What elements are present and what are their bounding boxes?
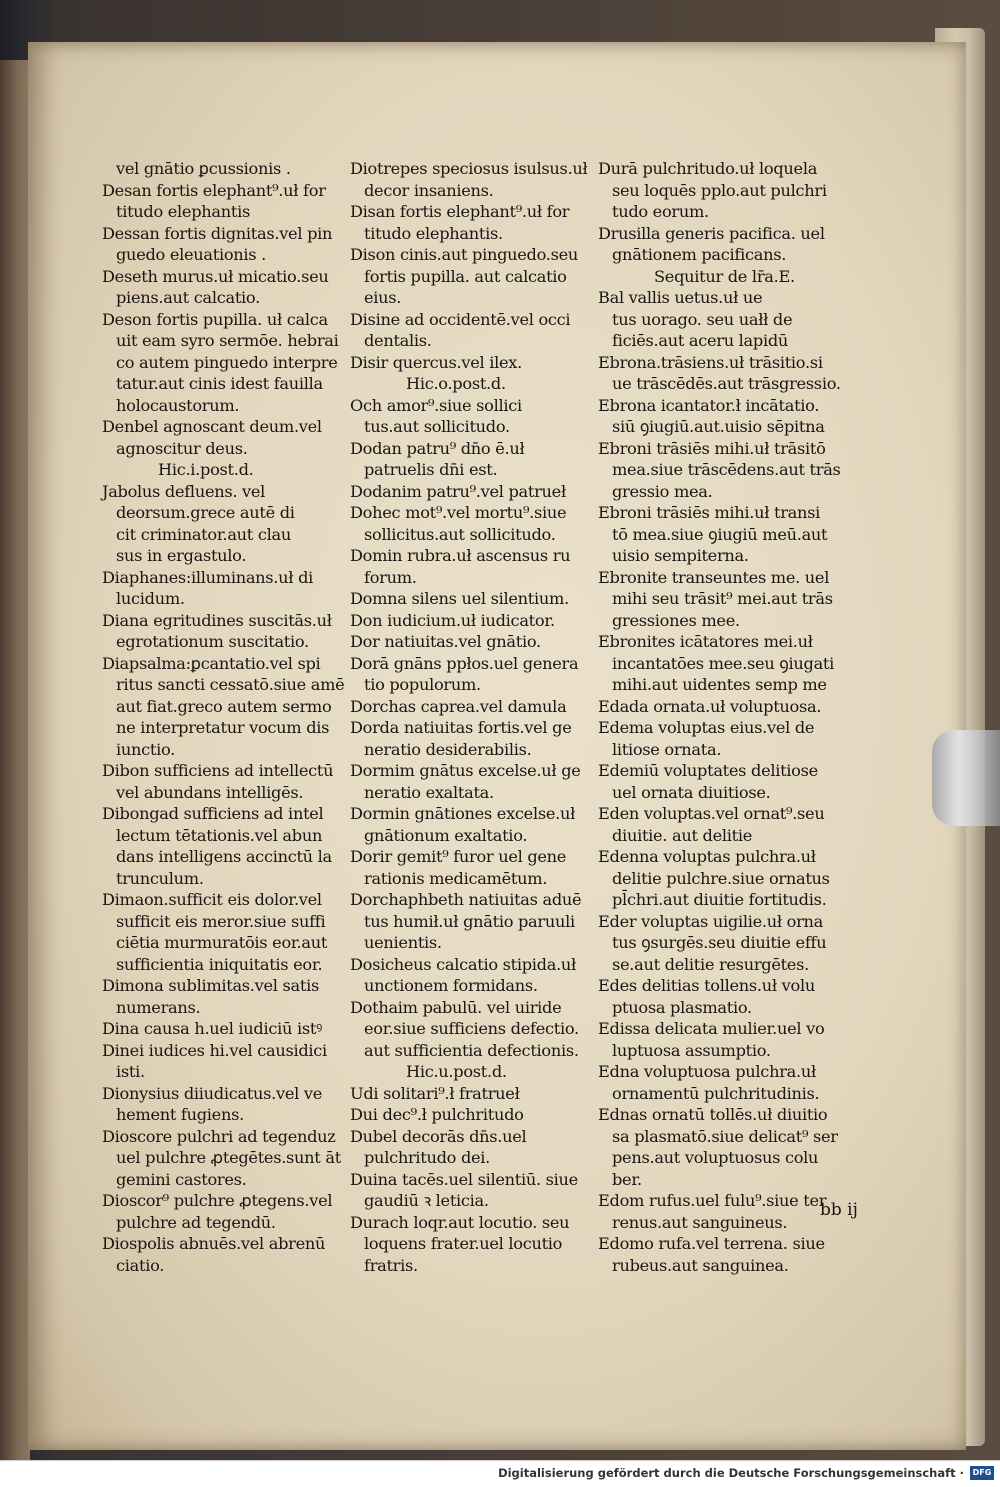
text-line: Edema voluptas eius.vel de <box>598 718 815 737</box>
text-line: sa plasmatō.siue delicat⁹ ser <box>612 1126 838 1146</box>
text-line: pulchre ad tegendū. <box>116 1212 276 1232</box>
text-line: numerans. <box>116 997 201 1017</box>
text-line: fortis pupilla. aut calcatio <box>364 266 567 286</box>
footer-bar <box>0 1460 1000 1487</box>
text-line: Dodan patru⁹ dn̄o ē.uł <box>350 438 525 458</box>
text-line: Duina tacēs.uel silentiū. siue <box>350 1169 578 1189</box>
text-column-2 <box>350 158 602 1276</box>
text-line: uel ornata diuitiose. <box>612 782 771 802</box>
text-line: tō mea.siue ꝯiugiū meū.aut <box>612 524 828 544</box>
text-line: gressio mea. <box>612 481 713 501</box>
text-line: ritus sancti cessatō.siue amē <box>116 675 345 694</box>
text-line: Disine ad occidentē.vel occi <box>350 309 571 329</box>
text-line: mihi seu trāsit⁹ mei.aut trās <box>612 589 833 608</box>
text-line: tus uorago. seu uałł de <box>612 309 793 329</box>
text-line: Ebronites icātatores mei.uł <box>598 632 813 651</box>
text-line: se.aut delitie resurgētes. <box>612 954 809 974</box>
text-line: luptuosa assumptio. <box>612 1040 771 1060</box>
text-line: sollicitus.aut sollicitudo. <box>364 524 556 544</box>
text-line: egrotationum suscitatio. <box>116 632 309 651</box>
text-line: Durach loqr.aut locutio. seu <box>350 1212 570 1232</box>
text-line: trunculum. <box>116 868 204 888</box>
text-line: Dison cinis.aut pinguedo.seu <box>350 245 579 264</box>
text-line: pens.aut voluptuosus colu <box>612 1148 819 1167</box>
text-line: vel abundans intelligēs. <box>116 782 304 802</box>
text-line: Dorir gemit⁹ furor uel gene <box>350 847 567 866</box>
text-line: Dubel decorās dn̄s.uel <box>350 1126 527 1146</box>
text-line: gnātionem pacificans. <box>612 245 787 264</box>
text-line: uisio sempiterna. <box>612 546 749 565</box>
text-line: tus.aut sollicitudo. <box>364 417 510 436</box>
text-line: decor insaniens. <box>364 180 494 200</box>
text-line: guedo eleuationis . <box>116 245 266 264</box>
text-line: Drusilla generis pacifica. uel <box>598 223 825 243</box>
text-line: Dinei iudices hi.vel causidici <box>102 1040 327 1060</box>
text-line: Ebroni trāsiēs mihi.uł transi <box>598 503 821 522</box>
text-line: fratris. <box>364 1255 418 1275</box>
text-line: tatur.aut cinis idest fauilla <box>116 374 323 393</box>
text-line: Dessan fortis dignitas.vel pin <box>102 223 333 243</box>
text-line: ne interpretatur vocum dis <box>116 718 330 737</box>
page-clip <box>932 730 1000 826</box>
text-line: gnātionum exaltatio. <box>364 825 528 845</box>
text-line: mihi.aut uidentes semp me <box>612 675 827 694</box>
text-line: ciatio. <box>116 1255 165 1275</box>
text-line: Eder voluptas uigilie.uł orna <box>598 911 824 931</box>
text-line: Edom rufus.uel fulu⁹.siue ter <box>598 1191 827 1210</box>
text-line: ficiēs.aut aceru lapidū <box>612 331 789 350</box>
text-line: sufficientia iniquitatis eor. <box>116 954 323 974</box>
text-line: eius. <box>364 288 402 307</box>
dfg-logo-icon[interactable]: DFG <box>970 1466 994 1480</box>
text-line: litiose ornata. <box>612 739 722 759</box>
text-line: sus in ergastulo. <box>116 546 247 565</box>
text-line: sufficit eis meror.siue suffi <box>116 911 326 931</box>
text-line: Hic.i.post.d. <box>158 460 254 479</box>
text-line: ptuosa plasmatio. <box>612 997 752 1017</box>
text-line: Denbel agnoscant deum.vel <box>102 417 322 436</box>
text-line: Dibongad sufficiens ad intel <box>102 804 324 823</box>
text-line: Dionysius diiudicatus.vel ve <box>102 1083 322 1103</box>
text-line: Sequitur de lr̄a.E. <box>654 266 795 286</box>
text-column-3 <box>598 158 850 1276</box>
text-line: tus humił.uł gnātio paruuli <box>364 911 575 931</box>
text-line: Domna silens uel silentium. <box>350 589 569 608</box>
text-line: Dioscor⁹ pulchre ꝓtegens.vel <box>102 1191 333 1210</box>
text-line: tus ꝯsurgēs.seu diuitie effu <box>612 933 827 952</box>
book-binding-edge <box>0 60 30 1460</box>
text-line: titudo elephantis. <box>364 223 503 243</box>
text-line: Edissa delicata mulier.uel vo <box>598 1019 825 1038</box>
text-line: Disir quercus.vel ilex. <box>350 352 522 372</box>
text-line: Durā pulchritudo.uł loquela <box>598 159 818 178</box>
text-line: pl̄chri.aut diuitie fortitudis. <box>612 890 827 909</box>
text-line: Diaphanes:illuminans.uł di <box>102 567 314 587</box>
text-line: Edenna voluptas pulchra.uł <box>598 847 816 866</box>
text-line: uenientis. <box>364 933 442 952</box>
text-line: seu loquēs pplo.aut pulchri <box>612 180 827 200</box>
text-line: Domin rubra.uł ascensus ru <box>350 546 571 565</box>
text-line: unctionem formidans. <box>364 976 538 995</box>
text-line: Dimona sublimitas.vel satis <box>102 976 319 995</box>
text-line: Dina causa h.uel iudiciū istꝰ <box>102 1019 322 1038</box>
text-line: agnoscitur deus. <box>116 438 248 458</box>
text-line: co autem pinguedo interpre <box>116 352 338 372</box>
text-line: Udi solitari⁹.ł fratrueł <box>350 1083 520 1103</box>
text-line: incantatōes mee.seu ꝯiugati <box>612 653 834 673</box>
text-line: Dibon sufficiens ad intellectū <box>102 761 334 780</box>
text-line: ornamentū pulchritudinis. <box>612 1083 820 1103</box>
text-line: Diotrepes speciosus isulsus.uł <box>350 159 588 178</box>
text-line: titudo elephantis <box>116 202 250 221</box>
text-line: cit criminator.aut clau <box>116 524 291 544</box>
text-line: neratio desiderabilis. <box>364 739 532 759</box>
text-line: gressiones mee. <box>612 610 740 630</box>
text-line: Edada ornata.uł voluptuosa. <box>598 696 822 716</box>
text-line: Edna voluptuosa pulchra.uł <box>598 1062 816 1081</box>
text-line: Dioscore pulchri ad tegenduz <box>102 1126 336 1146</box>
text-line: Dorda natiuitas fortis.vel ge <box>350 718 572 737</box>
text-line: Bal vallis uetus.uł ue <box>598 288 763 307</box>
footer-credit: Digitalisierung gefördert durch die Deutsche Forschungsgemeinschaft · <box>498 1466 964 1480</box>
text-line: Hic.o.post.d. <box>406 374 506 393</box>
text-line: loquens frater.uel locutio <box>364 1234 563 1253</box>
text-line: diuitie. aut delitie <box>612 825 752 845</box>
text-line: Dohec mot⁹.vel mortu⁹.siue <box>350 503 567 522</box>
text-line: Dui dec⁹.ł pulchritudo <box>350 1105 524 1124</box>
text-line: siū ꝯiugiū.aut.uisio sēpitna <box>612 417 825 436</box>
text-line: vel gnātio ꝑcussionis . <box>116 159 291 178</box>
text-line: aut fiat.greco autem sermo <box>116 696 332 716</box>
text-line: Dor natiuitas.vel gnātio. <box>350 632 541 651</box>
text-line: Deson fortis pupilla. uł calca <box>102 309 328 329</box>
text-line: Dimaon.sufficit eis dolor.vel <box>102 890 322 909</box>
text-line: ciētia murmuratōis eor.aut <box>116 933 328 952</box>
text-line: Deseth murus.uł micatio.seu <box>102 266 329 286</box>
text-line: Ebroni trāsiēs mihi.uł trāsitō <box>598 438 826 458</box>
text-line: rationis medicamētum. <box>364 868 548 888</box>
text-line: Jabolus defluens. vel <box>102 481 266 501</box>
text-line: ber. <box>612 1169 642 1189</box>
text-line: Dorchas caprea.vel damula <box>350 696 567 716</box>
text-line: Och amor⁹.siue sollici <box>350 395 522 415</box>
text-line: uel pulchre ꝓtegētes.sunt āt <box>116 1148 341 1167</box>
text-line: Ebrona.trāsiens.uł trāsitio.si <box>598 352 823 372</box>
text-line: Hic.u.post.d. <box>406 1062 507 1081</box>
text-line: eor.siue sufficiens defectio. <box>364 1019 579 1038</box>
text-line: Edemiū voluptates delitiose <box>598 761 818 780</box>
text-line: Dormin gnātiones excelse.uł <box>350 804 576 823</box>
text-line: mea.siue trāscēdens.aut trās <box>612 460 841 479</box>
text-line: lucidum. <box>116 589 185 608</box>
text-line: iunctio. <box>116 739 175 759</box>
text-line: delitie pulchre.siue ornatus <box>612 868 830 888</box>
text-line: Dorchaphbeth natiuitas aduē <box>350 890 582 909</box>
text-line: pulchritudo dei. <box>364 1148 491 1167</box>
text-line: piens.aut calcatio. <box>116 288 260 307</box>
text-line: forum. <box>364 567 417 587</box>
text-line: gemini castores. <box>116 1169 247 1189</box>
text-line: hement fugiens. <box>116 1105 244 1124</box>
text-line: Ebrona icantator.ł incātatio. <box>598 395 820 415</box>
page-signature: bb ij <box>820 1200 858 1220</box>
text-line: rubeus.aut sanguinea. <box>612 1255 789 1275</box>
text-line: Diana egritudines suscitās.uł <box>102 610 332 630</box>
text-line: patruelis dn̄i est. <box>364 460 498 479</box>
text-line: lectum tētationis.vel abun <box>116 825 323 845</box>
text-line: dans intelligens accinctū la <box>116 847 332 866</box>
text-line: Dodanim patru⁹.vel patrueł <box>350 481 566 501</box>
text-line: neratio exaltata. <box>364 782 494 802</box>
text-line: holocaustorum. <box>116 395 240 415</box>
text-line: Dothaim pabulū. vel uiride <box>350 997 562 1017</box>
text-line: renus.aut sanguineus. <box>612 1212 788 1232</box>
text-line: Diapsalma:ꝑcantatio.vel spi <box>102 653 321 673</box>
text-line: Don iudicium.uł iudicator. <box>350 610 555 630</box>
text-line: aut sufficientia defectionis. <box>364 1040 579 1060</box>
text-line: gaudiū ꝛ leticia. <box>364 1191 489 1210</box>
text-line: tio populorum. <box>364 675 481 694</box>
text-line: Ebronite transeuntes me. uel <box>598 567 830 587</box>
text-line: ue trāscēdēs.aut trāsgressio. <box>612 374 841 393</box>
text-line: tudo eorum. <box>612 202 709 221</box>
text-line: uit eam syro sermōe. hebrai <box>116 331 339 350</box>
text-line: deorsum.grece autē di <box>116 503 295 522</box>
text-line: Diospolis abnuēs.vel abrenū <box>102 1234 326 1253</box>
text-line: Desan fortis elephant⁹.uł for <box>102 180 326 200</box>
text-line: isti. <box>116 1062 145 1081</box>
text-line: Eden voluptas.vel ornat⁹.seu <box>598 804 825 823</box>
text-column-1 <box>102 158 354 1276</box>
text-line: Disan fortis elephant⁹.uł for <box>350 202 570 221</box>
text-line: Dorā gnāns ppłos.uel genera <box>350 653 579 673</box>
text-line: Edomo rufa.vel terrena. siue <box>598 1234 825 1253</box>
text-line: Ednas ornatū tollēs.uł diuitio <box>598 1105 828 1124</box>
text-line: Edes delitias tollens.uł volu <box>598 976 815 995</box>
text-line: Dormim gnātus excelse.uł ge <box>350 761 581 780</box>
text-line: dentalis. <box>364 331 432 350</box>
text-line: Dosicheus calcatio stipida.uł <box>350 954 577 974</box>
